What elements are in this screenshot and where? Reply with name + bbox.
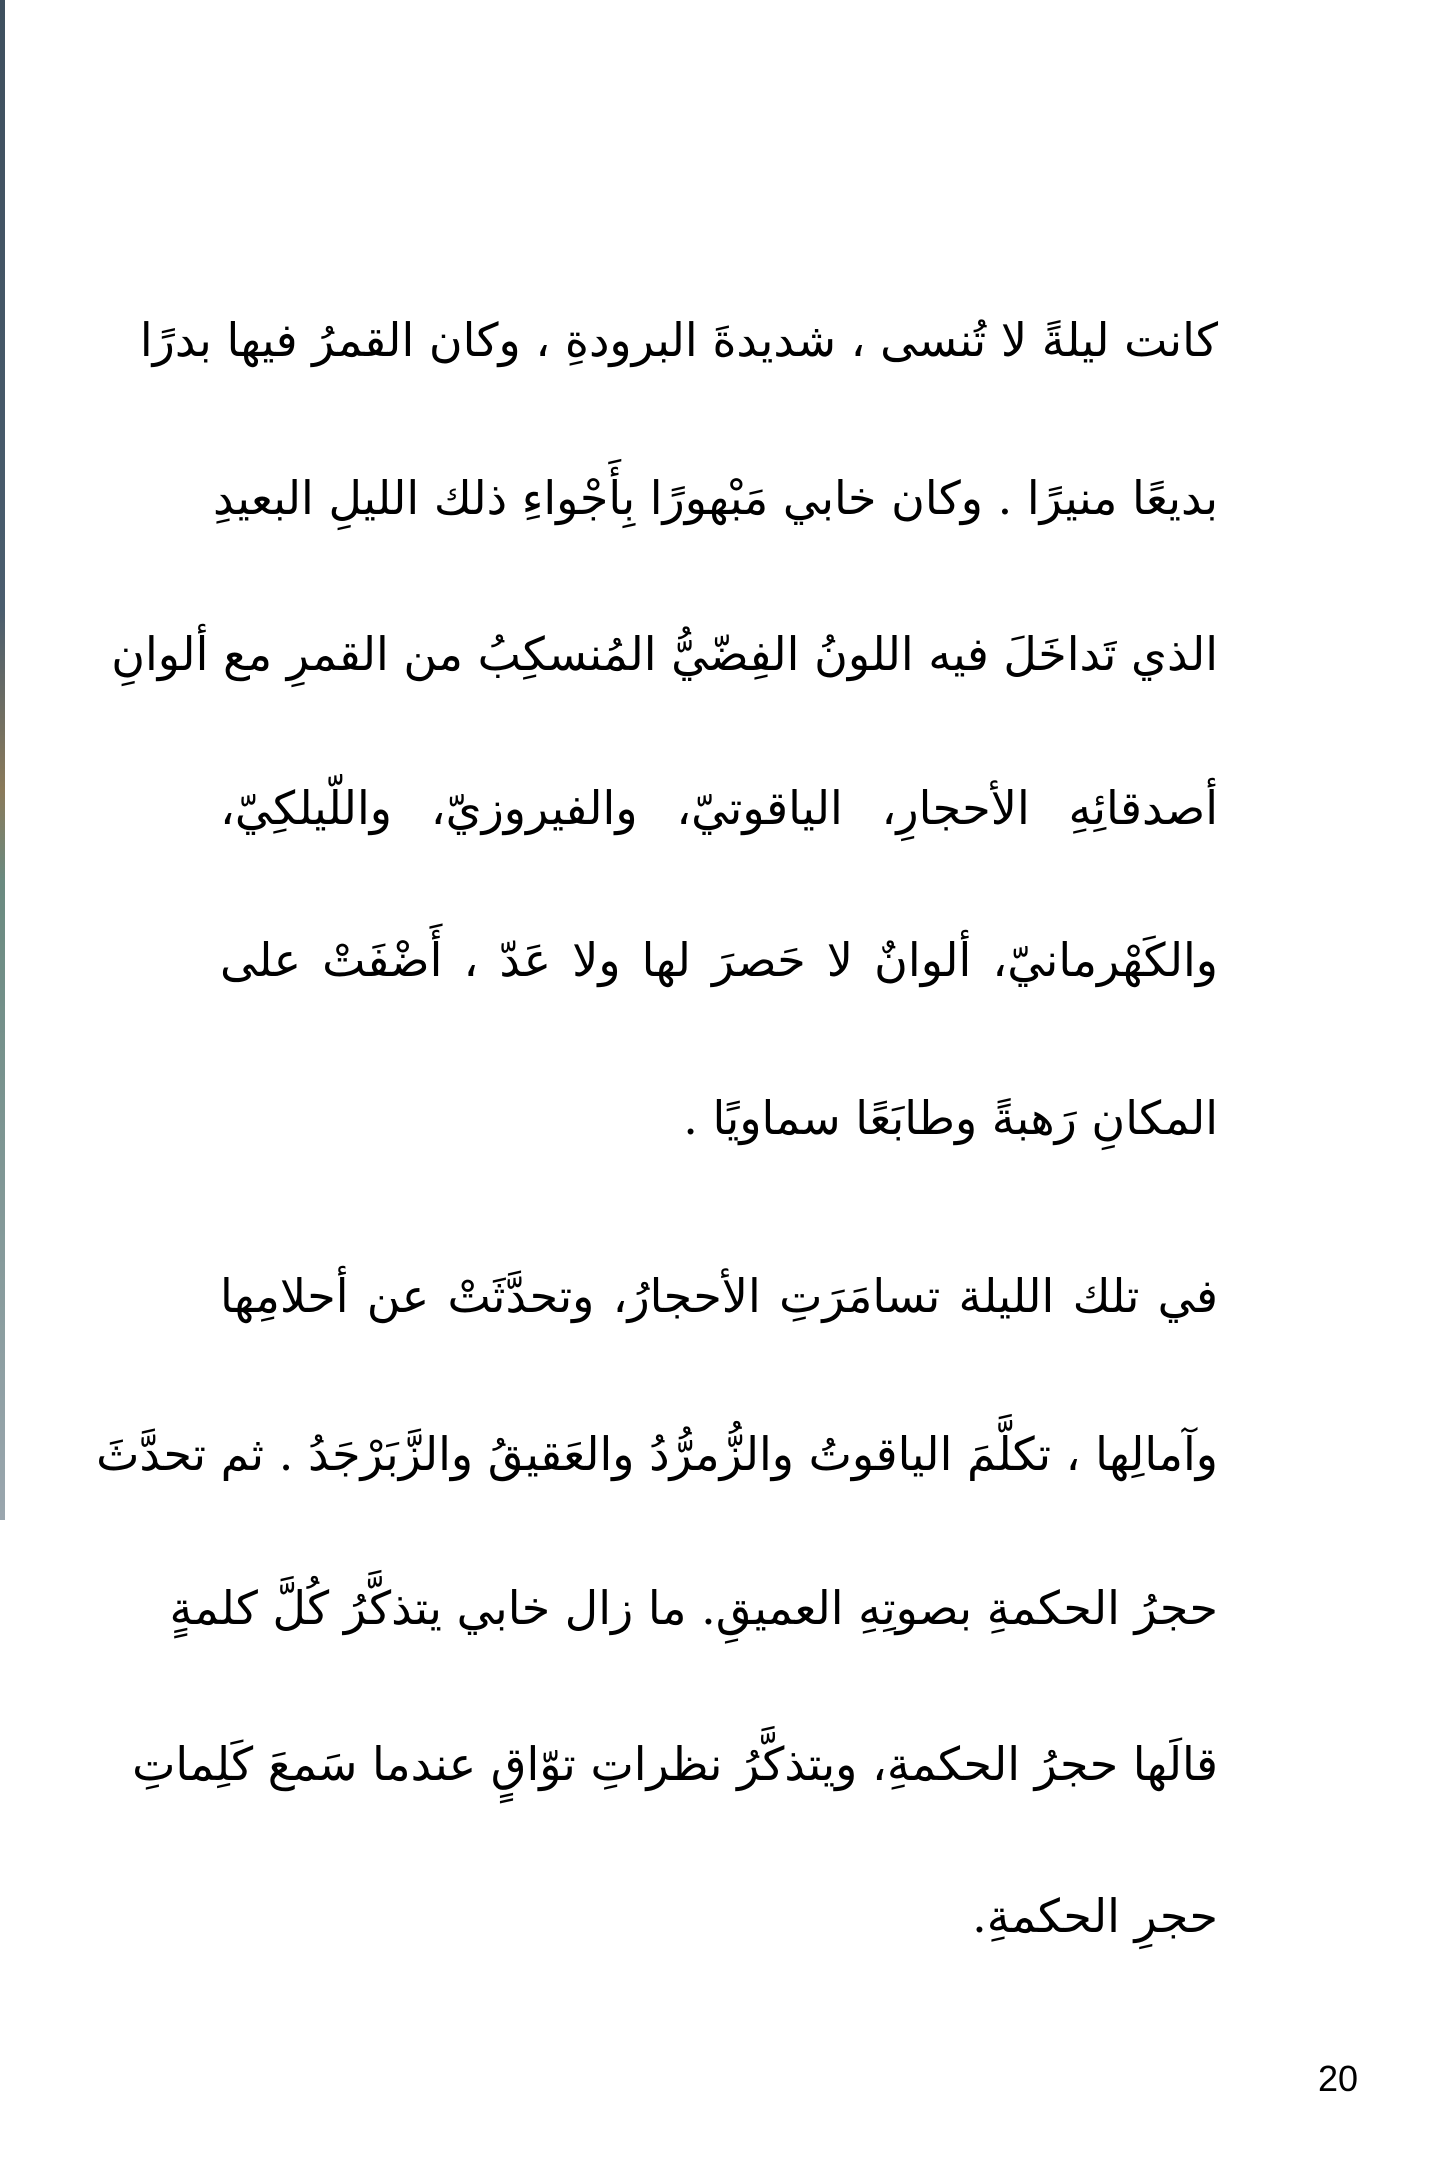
text-line: كانت ليلةً لا تُنسى ، شديدةَ البرودةِ ، وكان القمرُ فيها بدرًا (139, 313, 1218, 367)
text-line: الذي تَداخَلَ فيه اللونُ الفِضّيُّ المُنسكِبُ من القمرِ مع ألوانِ (111, 627, 1218, 681)
text-line: قالَها حجرُ الحكمةِ، ويتذكَّرُ نظراتِ توّاقٍ عندما سَمعَ كَلِماتِ (132, 1737, 1218, 1791)
text-line: أصدقائِهِ الأحجارِ، الياقوتيّ، والفيروزيّ، واللّيلكِيّ، (220, 781, 1218, 835)
text-line: في تلك الليلة تسامَرَتِ الأحجارُ، وتحدَّثَتْ عن أحلامِها (220, 1269, 1218, 1323)
text-line: حجرِ الحكمةِ. (972, 1889, 1218, 1943)
text-line: المكانِ رَهبةً وطابَعًا سماويًا . (683, 1091, 1218, 1145)
text-line: والكَهْرمانيّ، ألوانٌ لا حَصرَ لها ولا عَدّ ، أَضْفَتْ على (220, 933, 1218, 987)
page-number: 20 (1318, 2058, 1359, 2099)
adjacent-page-edge (0, 0, 5, 1520)
text-line: وآمالِها ، تكلَّمَ الياقوتُ والزُّمرُّدُ والعَقيقُ والزَّبَرْجَدُ . ثم تحدَّثَ (96, 1427, 1218, 1481)
text-line: حجرُ الحكمةِ بصوتِهِ العميقِ. ما زال خابي يتذكَّرُ كُلَّ كلمةٍ (169, 1581, 1218, 1635)
text-line: بديعًا منيرًا . وكان خابي مَبْهورًا بِأَجْواءِ ذلك الليلِ البعيدِ (212, 471, 1218, 525)
